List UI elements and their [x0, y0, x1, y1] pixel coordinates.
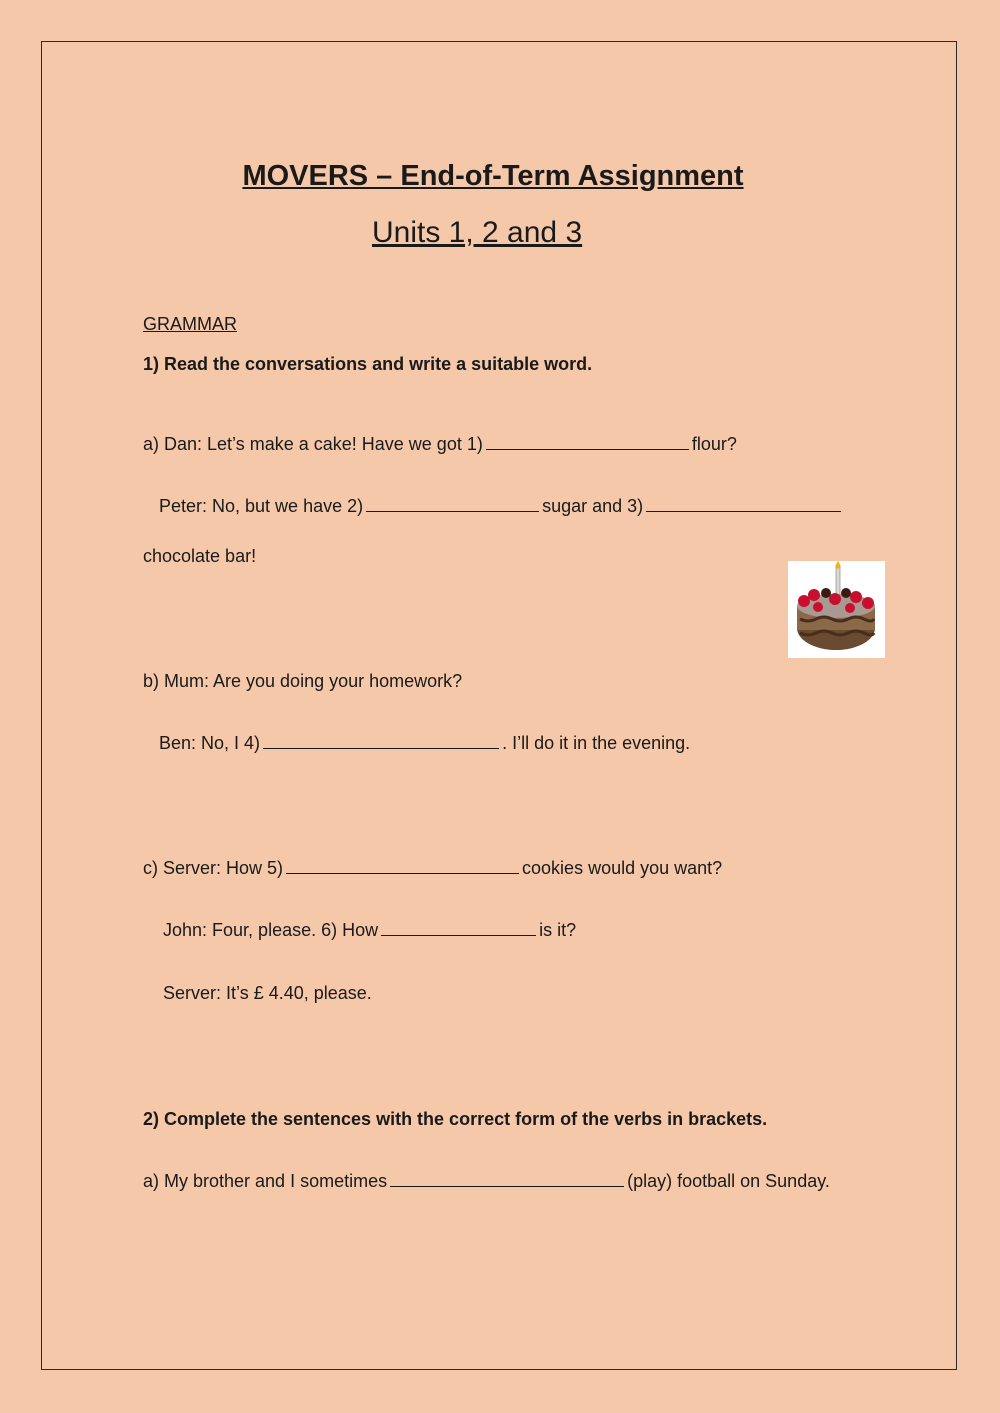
question-2-instruction: 2) Complete the sentences with the correct form of the verbs in brackets. — [143, 1109, 768, 1129]
page-title: MOVERS – End-of-Term Assignment — [242, 160, 744, 192]
question-1-instruction: 1) Read the conversations and write a suitable word. — [143, 354, 593, 374]
q1-c-line-2 — [163, 920, 576, 941]
q1-c-text-1: c) Server: How 5) — [143, 858, 284, 878]
q1-a-text-3: Peter: No, but we have 2) — [159, 496, 364, 516]
q1-c-text-3: John: Four, please. 6) How — [163, 920, 379, 940]
q1-b-line-1: b) Mum: Are you doing your homework? — [143, 671, 463, 691]
birthday-cake-icon — [788, 561, 885, 658]
q1-a-text-1: a) Dan: Let’s make a cake! Have we got 1) — [143, 434, 483, 454]
answer-blank-6[interactable] — [381, 921, 536, 936]
q1-a-line-3: chocolate bar! — [143, 546, 257, 566]
answer-blank-1[interactable] — [486, 435, 689, 450]
q2-a-line — [143, 1171, 830, 1192]
answer-blank-2[interactable] — [366, 497, 539, 512]
q1-b-line-2 — [159, 733, 690, 754]
q1-b-text-1: Ben: No, I 4) — [159, 733, 261, 753]
answer-blank-3[interactable] — [646, 497, 841, 512]
q2-a-text-2: (play) football on Sunday. — [627, 1171, 830, 1191]
section-heading: GRAMMAR — [143, 314, 237, 334]
answer-blank-4[interactable] — [263, 734, 499, 749]
q1-c-text-2: cookies would you want? — [522, 858, 723, 878]
answer-blank-5[interactable] — [286, 859, 519, 874]
q1-a-text-4: sugar and 3) — [542, 496, 644, 516]
q1-b-text-2: . I’ll do it in the evening. — [502, 733, 691, 753]
q1-a-line-1 — [143, 434, 737, 455]
page-subtitle: Units 1, 2 and 3 — [372, 216, 583, 249]
answer-blank-7[interactable] — [390, 1172, 624, 1187]
q1-a-text-2: flour? — [691, 434, 737, 454]
q1-c-line-1 — [143, 858, 722, 879]
q1-c-text-4: is it? — [539, 920, 577, 940]
q1-a-line-2 — [159, 496, 844, 517]
q2-a-text-1: a) My brother and I sometimes — [143, 1171, 388, 1191]
q1-c-line-3: Server: It’s £ 4.40, please. — [163, 983, 372, 1003]
